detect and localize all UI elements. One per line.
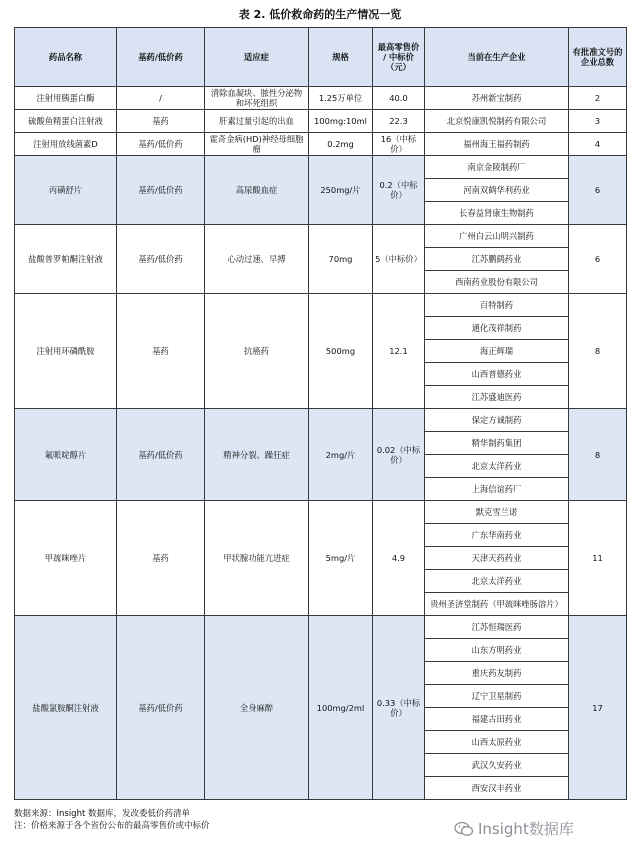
drug-spec: 5mg/片 [309,501,373,616]
company-total: 8 [569,409,627,501]
col-header-companies: 当前在生产企业 [425,28,569,87]
drug-type: 基药/低价药 [117,156,205,225]
data-source-note: 数据来源：Insight 数据库，发改委低价药清单 [14,809,191,819]
drug-indication: 抗癌药 [205,294,309,409]
price-note: 注：价格来源于各个省份公布的最高零售价或中标价 [14,821,210,831]
company-total: 17 [569,616,627,800]
drug-price: 0.2（中标价） [373,156,425,225]
drug-spec: 100mg/2ml [309,616,373,800]
drug-price: 5（中标价） [373,225,425,294]
table-row [15,294,627,317]
drug-type: 基药/低价药 [117,409,205,501]
drug-indication: 心动过速、早搏 [205,225,309,294]
drug-indication: 霍奇金病(HD)神经母细胞瘤 [205,133,309,156]
company-cell: 北京太洋药业 [425,455,569,478]
drug-name: 甲巯咪唑片 [15,501,117,616]
company-total: 8 [569,294,627,409]
drug-production-table [14,27,627,800]
company-cell: 河南双鹤华利药业 [425,179,569,202]
company-cell: 上海信谊药厂 [425,478,569,501]
company-cell: 广州白云山明兴制药 [425,225,569,248]
col-header-name: 药品名称 [15,28,117,87]
company-cell: 山西太原药业 [425,731,569,754]
header-row [15,28,627,87]
drug-type: 基药 [117,501,205,616]
table-row [15,156,627,179]
company-total: 2 [569,87,627,110]
company-cell: 武汉久安药业 [425,754,569,777]
drug-type: / [117,87,205,110]
company-cell: 长春益肾康生物制药 [425,202,569,225]
drug-name: 氟哌啶醇片 [15,409,117,501]
company-cell: 精华制药集团 [425,432,569,455]
drug-name: 注射用放线菌素D [15,133,117,156]
drug-spec: 2mg/片 [309,409,373,501]
drug-spec: 1.25万单位 [309,87,373,110]
col-header-total: 有批准文号的企业总数 [569,28,627,87]
drug-price: 22.3 [373,110,425,133]
drug-spec: 70mg [309,225,373,294]
company-cell: 通化茂祥制药 [425,317,569,340]
company-cell: 江苏恒瑞医药 [425,616,569,639]
drug-spec: 250mg/片 [309,156,373,225]
watermark [454,818,574,839]
drug-price: 16（中标价） [373,133,425,156]
company-total: 6 [569,225,627,294]
drug-name: 硫酸鱼精蛋白注射液 [15,110,117,133]
drug-spec: 100mg:10ml [309,110,373,133]
company-cell: 重庆药友制药 [425,662,569,685]
company-cell: 西安汉丰药业 [425,777,569,800]
company-cell: 百特制药 [425,294,569,317]
company-cell: 福建古田药业 [425,708,569,731]
drug-spec: 500mg [309,294,373,409]
drug-name: 丙磺舒片 [15,156,117,225]
company-cell: 广东华南药业 [425,524,569,547]
company-cell: 福州海王福药制药 [425,133,569,156]
company-cell: 北京悦康凯悦制药有限公司 [425,110,569,133]
company-cell: 保定方诚制药 [425,409,569,432]
table-row [15,409,627,432]
drug-name: 注射用胰蛋白酶 [15,87,117,110]
company-cell: 贵州圣济堂制药（甲巯咪唑肠溶片） [425,593,569,616]
drug-name: 盐酸普罗帕酮注射液 [15,225,117,294]
table-row [15,133,627,156]
table-row [15,616,627,639]
drug-indication: 精神分裂、躁狂症 [205,409,309,501]
drug-indication: 甲状腺功能亢进症 [205,501,309,616]
company-total: 4 [569,133,627,156]
drug-spec: 0.2mg [309,133,373,156]
company-cell: 北京太洋药业 [425,570,569,593]
col-header-spec: 规格 [309,28,373,87]
drug-price: 12.1 [373,294,425,409]
company-cell: 默克雪兰诺 [425,501,569,524]
table-row [15,501,627,524]
table-title: 表 2. 低价救命药的生产情况一览 [238,8,402,21]
company-total: 6 [569,156,627,225]
drug-price: 4.9 [373,501,425,616]
company-cell: 南京金陵制药厂 [425,156,569,179]
company-cell: 西南药业股份有限公司 [425,271,569,294]
table-row [15,110,627,133]
drug-indication: 全身麻醉 [205,616,309,800]
watermark-text: Insight数据库 [478,820,574,838]
drug-price: 40.0 [373,87,425,110]
drug-price: 0.33（中标价） [373,616,425,800]
drug-name: 盐酸氯胺酮注射液 [15,616,117,800]
company-cell: 天津天药药业 [425,547,569,570]
col-header-type: 基药/低价药 [117,28,205,87]
company-cell: 山东方明药业 [425,639,569,662]
company-cell: 苏州新宝制药 [425,87,569,110]
drug-price: 0.02（中标价） [373,409,425,501]
table-notes [14,808,210,832]
company-total: 11 [569,501,627,616]
drug-type: 基药 [117,110,205,133]
drug-type: 基药/低价药 [117,616,205,800]
company-cell: 江苏盛迪医药 [425,386,569,409]
company-cell: 海正辉瑞 [425,340,569,363]
company-cell: 辽宁卫星制药 [425,685,569,708]
col-header-indication: 适应症 [205,28,309,87]
company-total: 3 [569,110,627,133]
company-cell: 江苏鹏鹞药业 [425,248,569,271]
table-row [15,87,627,110]
wechat-icon [454,821,474,837]
company-cell: 山西普德药业 [425,363,569,386]
drug-type: 基药/低价药 [117,225,205,294]
table-row [15,225,627,248]
drug-name: 注射用环磷酰胺 [15,294,117,409]
drug-indication: 肝素过量引起的出血 [205,110,309,133]
drug-type: 基药 [117,294,205,409]
drug-type: 基药/低价药 [117,133,205,156]
drug-indication: 高尿酸血症 [205,156,309,225]
drug-indication: 清除血凝块、脓性分泌物和坏死组织 [205,87,309,110]
col-header-price: 最高零售价 / 中标价（元） [373,28,425,87]
